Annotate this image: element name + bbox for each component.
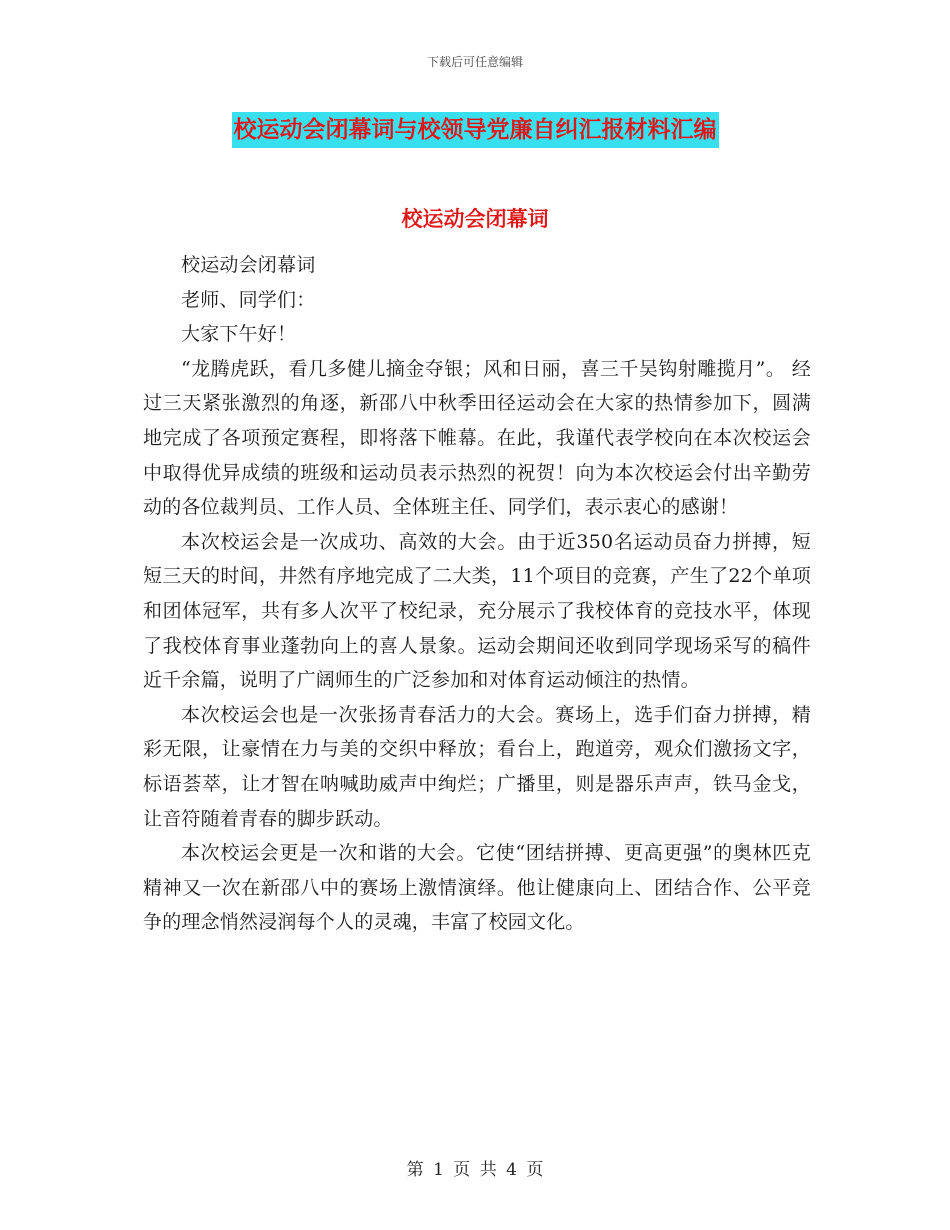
paragraph: 本次校运会更是一次和谐的大会。它使“团结拼搏、更高更强”的奥林匹克精神又一次在新邵八中的赛场上激情演绎。他让健康向上、团结合作、公平竞争的理念悄然浸润每个人的灵魂，丰富了校园文化。 bbox=[143, 842, 811, 934]
paragraph: “龙腾虎跃，看几多健儿摘金夺银；风和日丽，喜三千吴钩射雕揽月”。 经过三天紧张激烈的角逐，新邵八中秋季田径运动会在大家的热情参加下，圆满地完成了各项预定赛程，即将落下帷幕。在此，我谨代表学校向在本次校运会中取得优异成绩的班级和运动员表示热烈的祝贺！向为本次校运会付出辛勤劳动的各位裁判员、工作人员、全体班主任、同学们，表示衷心的感谢！ bbox=[143, 357, 811, 519]
paragraph: 校运动会闭幕词 bbox=[181, 254, 316, 276]
paragraph: 大家下午好！ bbox=[181, 323, 297, 346]
main-title-container bbox=[0, 112, 950, 148]
page-header-note: 下载后可任意编辑 bbox=[426, 55, 523, 69]
document-body bbox=[143, 248, 811, 940]
paragraph: 老师、同学们： bbox=[181, 288, 316, 311]
paragraph: 本次校运会也是一次张扬青春活力的大会。赛场上，选手们奋力拼搏，精彩无限，让豪情在力与美的交织中释放；看台上，跑道旁，观众们激扬文字，标语荟萃，让才智在呐喊助威声中绚烂；广播里，则是器乐声声，铁马金戈，让音符随着青春的脚步跃动。 bbox=[143, 703, 811, 830]
paragraph: 本次校运会是一次成功、高效的大会。由于近350名运动员奋力拼搏，短短三天的时间，井然有序地完成了二大类，11个项目的竞赛，产生了22个单项和团体冠军，共有多人次平了校纪录，充分展示了我校体育的竞技水平，体现了我校体育事业蓬勃向上的喜人景象。运动会期间还收到同学现场采写的稿件近千余篇，说明了广阔师生的广泛参加和对体育运动倾注的热情。 bbox=[143, 530, 811, 692]
page-footer-number: 第 1 页 共 4 页 bbox=[406, 1160, 544, 1180]
section-title: 校运动会闭幕词 bbox=[401, 207, 549, 231]
main-title: 校运动会闭幕词与校领导党廉自纠汇报材料汇编 bbox=[232, 112, 719, 148]
